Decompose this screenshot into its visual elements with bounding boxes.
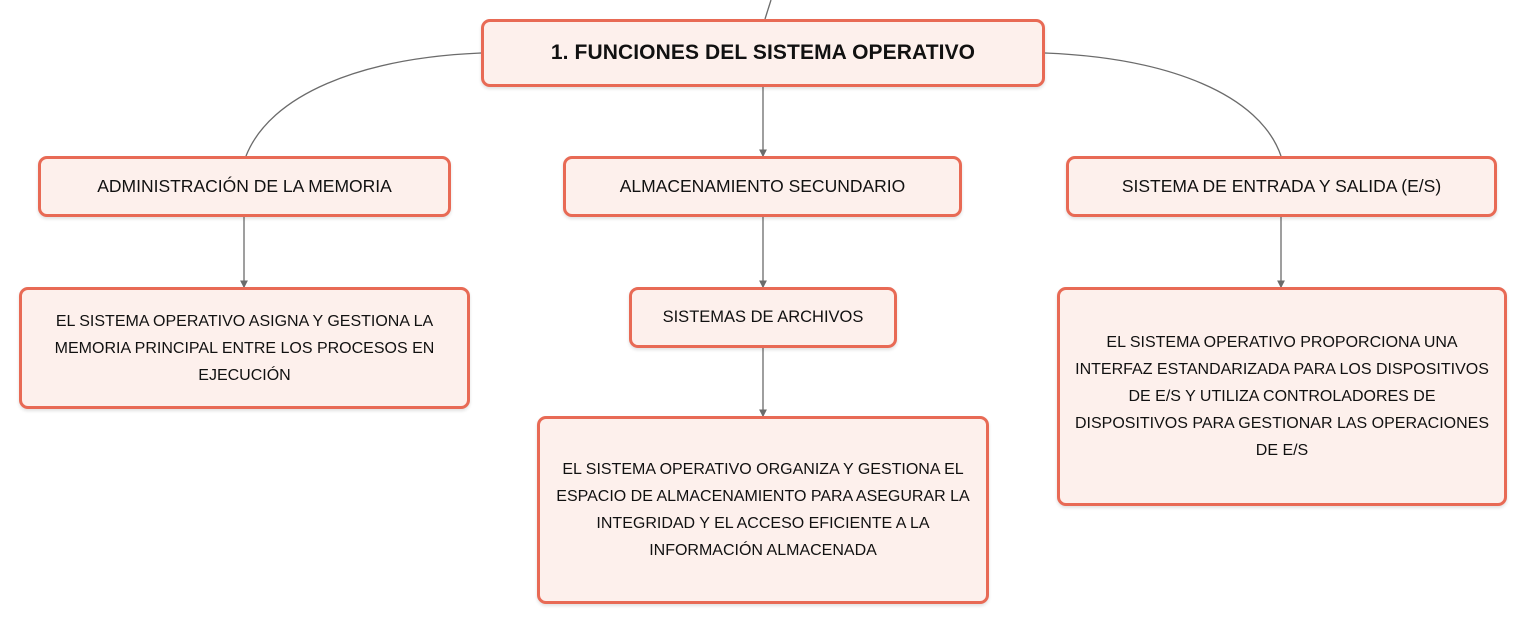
file-systems-label: SISTEMAS DE ARCHIVOS <box>662 308 864 326</box>
file-systems-node[interactable] <box>629 287 897 348</box>
memory-management-detail-node[interactable] <box>19 287 470 409</box>
io-system-detail-node[interactable] <box>1057 287 1507 506</box>
incoming-connector <box>765 0 771 19</box>
secondary-storage-node[interactable] <box>563 156 962 217</box>
file-systems-detail-node[interactable] <box>537 416 989 604</box>
memory-management-label: ADMINISTRACIÓN DE LA MEMORIA <box>97 176 392 196</box>
memory-management-detail-text: EL SISTEMA OPERATIVO ASIGNA Y GESTIONA LA MEMORIA PRINCIPAL ENTRE LOS PROCESOS EN EJECUCIÓN <box>54 312 435 384</box>
memory-management-node[interactable] <box>38 156 451 217</box>
file-systems-detail-text: EL SISTEMA OPERATIVO ORGANIZA Y GESTIONA EL ESPACIO DE ALMACENAMIENTO PARA ASEGURAR LA INTEGRIDAD Y EL ACCESO EFICIENTE A LA INFORMACIÓN ALMACENADA <box>556 461 970 559</box>
connector-root-to-memory <box>246 53 481 156</box>
io-system-label: SISTEMA DE ENTRADA Y SALIDA (E/S) <box>1121 176 1442 196</box>
root-topic-label: 1. FUNCIONES DEL SISTEMA OPERATIVO <box>550 41 976 64</box>
root-topic-node[interactable] <box>481 19 1045 87</box>
secondary-storage-label: ALMACENAMIENTO SECUNDARIO <box>619 176 906 196</box>
io-system-node[interactable] <box>1066 156 1497 217</box>
io-system-detail-text: EL SISTEMA OPERATIVO PROPORCIONA UNA INTERFAZ ESTANDARIZADA PARA LOS DISPOSITIVOS DE E/S Y UTILIZA CONTROLADORES DE DISPOSITIVOS PARA GESTIONAR LAS OPERACIONES DE E/S <box>1074 334 1490 459</box>
connector-root-to-io <box>1045 53 1281 156</box>
